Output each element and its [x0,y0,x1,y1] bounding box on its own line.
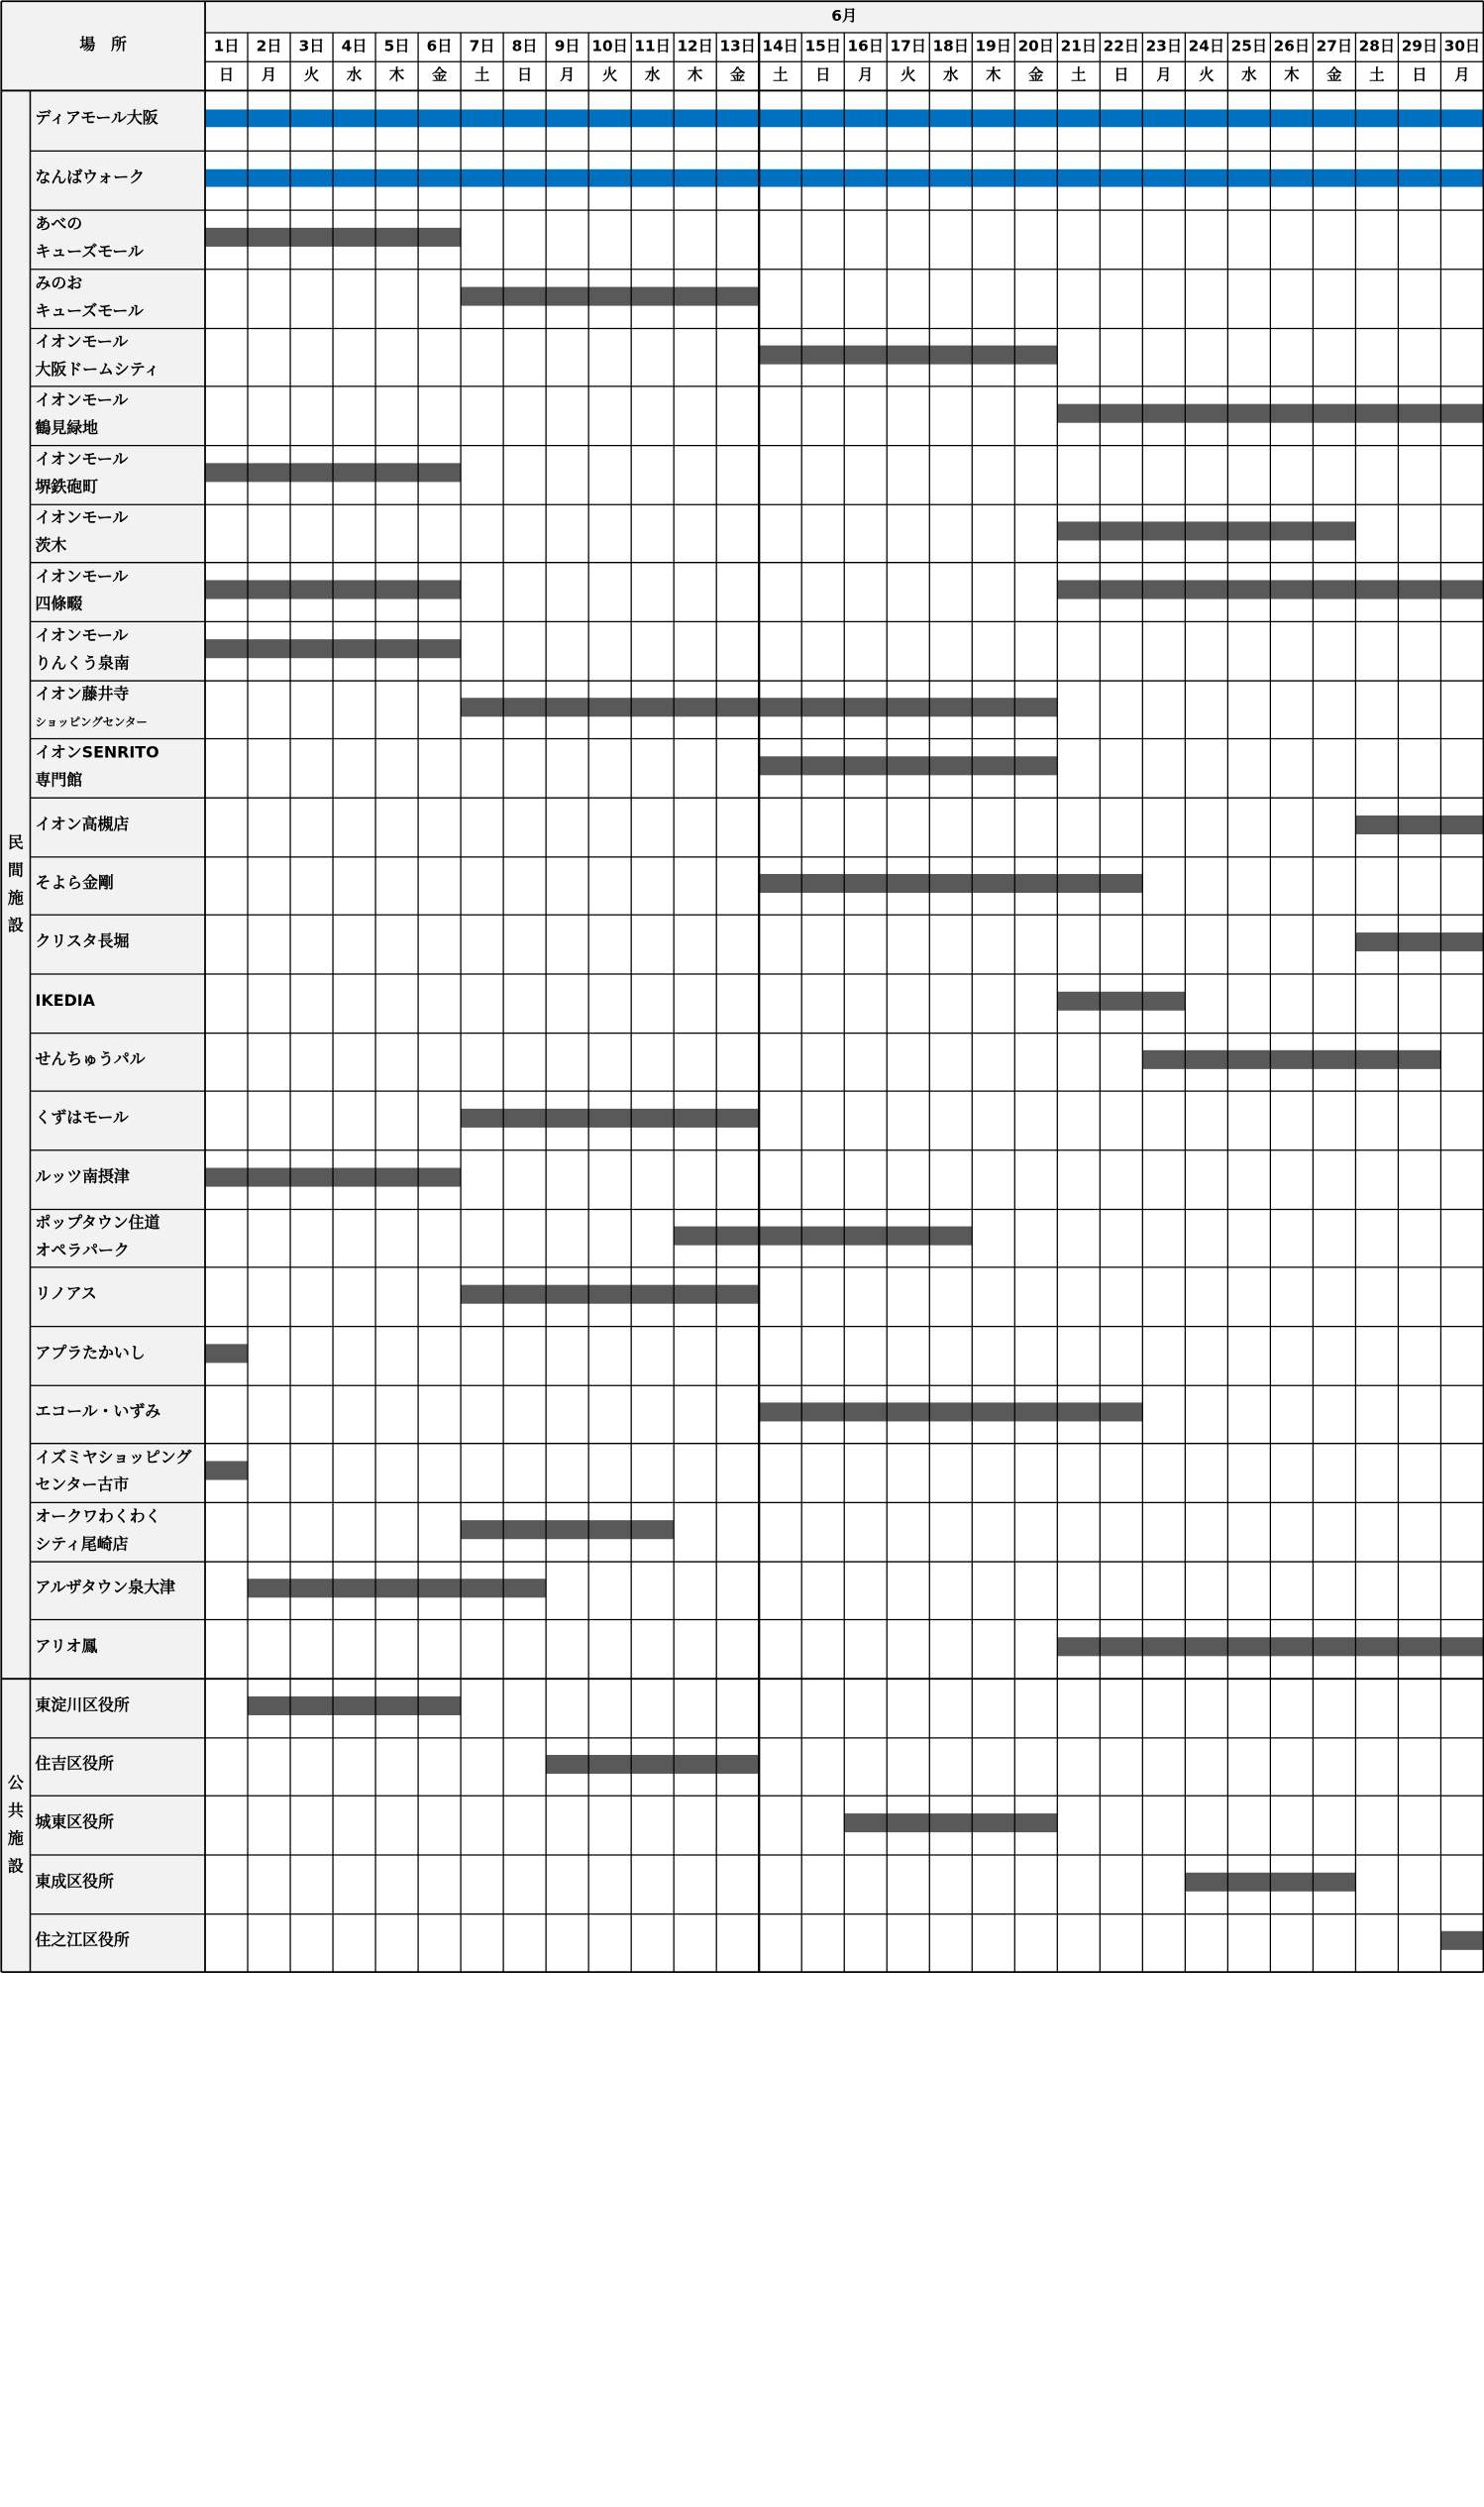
weekday-label: 金 [431,65,448,84]
group-column-bg [1,90,30,1972]
weekday-label: 火 [901,65,916,84]
day-number: 15日 [804,37,841,55]
facility-name: 堺鉄砲町 [35,477,98,496]
day-number: 2日 [256,37,282,55]
day-number: 11日 [634,37,671,55]
schedule-bar [759,756,1057,775]
day-number: 22日 [1103,37,1140,55]
day-number: 9日 [554,37,581,55]
group-label-0: 間 [7,860,24,880]
schedule-bar [1142,1050,1440,1069]
weekday-label: 日 [1113,65,1129,84]
facility-name: なんばウォーク [35,167,145,187]
weekday-label: 金 [1326,65,1342,84]
schedule-bar [759,1402,1142,1421]
facility-name: イオン高槻店 [35,814,130,833]
schedule-bar [461,287,759,306]
facility-name: イオンモール [35,449,129,469]
month-label: 6月 [831,7,858,26]
weekday-label: 月 [858,65,874,84]
weekday-label: 土 [773,65,789,84]
facility-name: イオン藤井寺 [35,684,130,704]
group-label-0: 設 [7,916,24,935]
facility-name: 東淀川区役所 [35,1694,130,1714]
day-number: 17日 [890,37,926,55]
day-number: 29日 [1401,37,1438,55]
schedule-bar [759,346,1057,365]
schedule-bar [205,1344,248,1362]
schedule-bar [1057,521,1355,540]
weekday-label: 水 [645,65,661,84]
group-label-1: 公 [7,1773,24,1793]
schedule-bar [461,1109,759,1128]
facility-name: アプラたかいし [35,1343,146,1362]
schedule-bar [674,1227,972,1246]
day-number: 26日 [1273,37,1311,55]
facility-name: 城東区役所 [35,1812,114,1832]
weekday-label: 日 [516,65,533,84]
weekday-label: 水 [1241,65,1257,84]
day-number: 4日 [341,37,368,55]
facility-name: センター古市 [35,1474,130,1494]
schedule-bar [1355,816,1483,834]
day-number: 13日 [719,37,756,55]
day-number: 3日 [298,37,325,55]
schedule-bar [248,1696,461,1715]
facility-name: クリスタ長堀 [35,931,130,951]
group-label-1: 共 [7,1800,24,1820]
weekday-label: 火 [303,65,320,84]
weekday-label: 火 [1199,65,1215,84]
day-number: 5日 [383,37,410,55]
weekday-label: 月 [1454,65,1470,84]
weekday-label: 火 [602,65,618,84]
schedule-bar [205,1461,248,1479]
facility-name: 専門館 [35,770,83,790]
weekday-label: 木 [388,65,405,84]
weekday-label: 月 [261,65,277,84]
day-number: 8日 [511,37,538,55]
day-number: 18日 [932,37,969,55]
day-number: 27日 [1316,37,1353,55]
schedule-bar [844,1813,1057,1832]
day-number: 21日 [1060,37,1098,55]
facility-name: イオンモール [35,566,129,586]
facility-name: イオンモール [35,389,129,409]
facility-name: ショッピングセンター [35,714,148,729]
facility-name: 鶴見緑地 [35,417,98,437]
day-number: 20日 [1017,37,1055,55]
facility-name: ポップタウン住道 [35,1212,160,1232]
facility-name: 大阪ドームシティ [35,359,160,379]
day-number: 28日 [1358,37,1396,55]
weekday-label: 土 [1369,65,1385,84]
facility-name: リノアス [35,1283,97,1303]
group-label-0: 民 [7,832,24,852]
group-label-1: 設 [7,1856,24,1876]
weekday-label: 日 [815,65,831,84]
weekday-label: 水 [943,65,959,84]
weekday-label: 日 [218,65,235,84]
facility-name: りんくう泉南 [35,653,130,673]
group-label-1: 施 [7,1828,24,1848]
facility-name: キューズモール [35,242,144,262]
day-number: 12日 [677,37,713,55]
facility-name: シティ尾崎店 [35,1534,129,1554]
facility-name: イズミヤショッピング [35,1447,192,1467]
facility-name: せんちゅうパル [35,1048,146,1068]
schedule-bar [546,1755,759,1774]
weekday-label: 日 [1412,65,1428,84]
facility-name: イオンモール [35,625,129,645]
facility-name: ディアモール大阪 [35,107,159,127]
day-number: 14日 [762,37,798,55]
facility-name: イオンモール [35,507,129,527]
day-number: 16日 [847,37,884,55]
schedule-bar [1057,992,1185,1011]
weekday-label: 月 [1156,65,1172,84]
weekday-label: 土 [474,65,490,84]
facility-name: アリオ鳳 [35,1636,98,1656]
facility-name: 茨木 [35,535,67,555]
facility-name: ルッツ南摂津 [35,1166,130,1186]
schedule-bar [1440,1931,1483,1950]
facility-name: イオンSENRITO [35,742,159,762]
day-number: 25日 [1230,37,1268,55]
weekday-label: 金 [1028,65,1044,84]
day-number: 23日 [1145,37,1183,55]
day-number: 30日 [1443,37,1481,55]
facility-name: キューズモール [35,300,144,320]
group-label-0: 施 [7,888,24,908]
weekday-label: 木 [688,65,703,84]
schedule-bar [461,1520,674,1539]
day-number: 10日 [591,37,628,55]
day-number: 19日 [975,37,1012,55]
facility-name: 東成区役所 [35,1871,114,1891]
facility-name: くずはモール [35,1107,129,1127]
facility-name: IKEDIA [35,990,95,1010]
weekday-label: 木 [1284,65,1300,84]
facility-name: みのお [35,272,83,292]
schedule-bar [461,1285,759,1304]
day-number: 7日 [469,37,495,55]
facility-name: あべの [35,214,83,234]
facility-name: 住吉区役所 [35,1754,114,1774]
place-header-label: 場 所 [79,35,127,54]
day-number: 6日 [426,37,453,55]
facility-name: アルザタウン泉大津 [35,1578,175,1597]
schedule-bar [759,874,1142,893]
facility-name: イオンモール [35,331,129,351]
weekday-label: 水 [346,65,363,84]
facility-name: オペラパーク [35,1240,130,1259]
day-number: 1日 [213,37,240,55]
schedule-bar [248,1579,546,1597]
weekday-label: 土 [1071,65,1087,84]
facility-name: 四條畷 [35,594,83,613]
schedule-bar [1355,932,1483,951]
weekday-label: 月 [560,65,576,84]
facility-name: そよら金剛 [35,873,114,893]
weekday-label: 金 [730,65,746,84]
weekday-label: 木 [986,65,1002,84]
facility-name: 住之江区役所 [35,1929,130,1949]
facility-name: エコール・いずみ [35,1401,161,1421]
facility-name: オークワわくわく [35,1506,161,1526]
day-number: 24日 [1188,37,1225,55]
